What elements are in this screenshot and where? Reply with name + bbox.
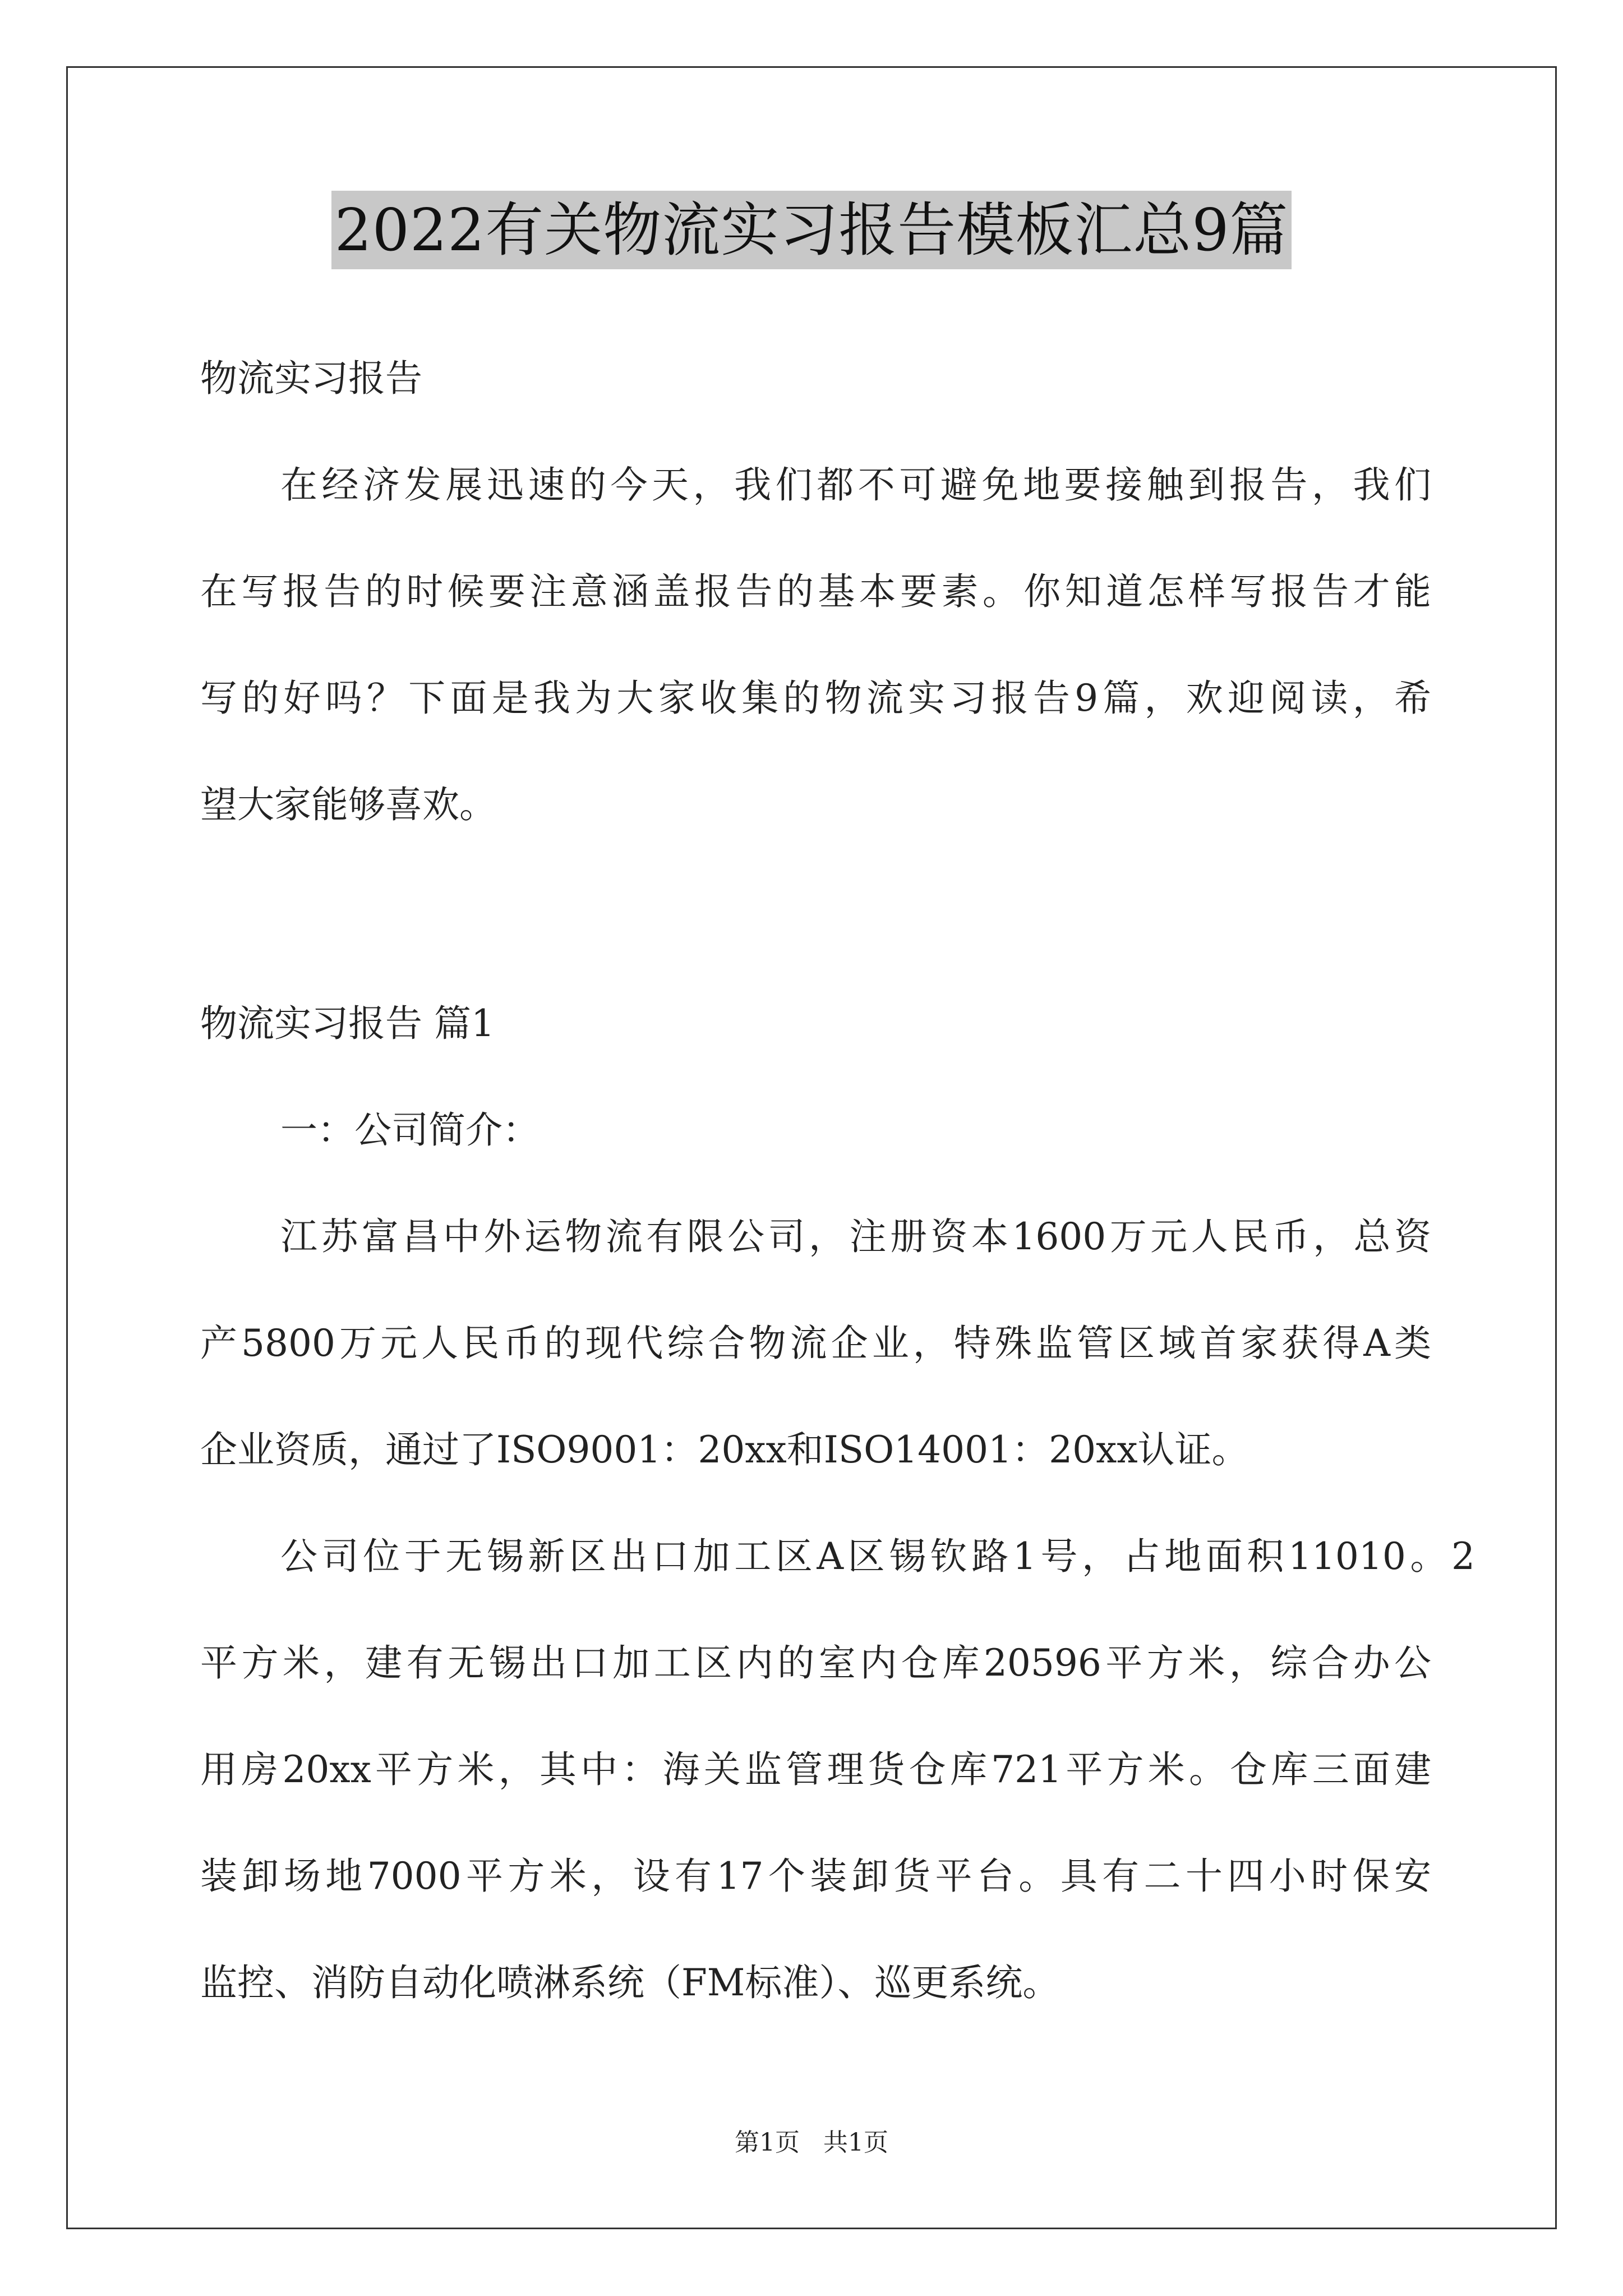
section-heading: 物流实习报告 — [200, 357, 422, 400]
location-paragraph-line: 监控、消防自动化喷淋系统（FM标准）、巡更系统。 — [200, 1961, 1060, 2004]
intro-paragraph-line: 在经济发展迅速的今天，我们都不可避免地要接触到报告，我们 — [280, 463, 1431, 507]
location-paragraph-line: 平方米，建有无锡出口加工区内的室内仓库20596平方米，综合办公 — [200, 1641, 1431, 1685]
location-paragraph-line: 装卸场地7000平方米，设有17个装卸货平台。具有二十四小时保安 — [200, 1855, 1431, 1898]
chapter-heading: 物流实习报告 篇1 — [200, 1002, 495, 1045]
intro-paragraph-line: 写的好吗？下面是我为大家收集的物流实习报告9篇，欢迎阅读，希 — [200, 677, 1431, 720]
intro-paragraph-line: 在写报告的时候要注意涵盖报告的基本要素。你知道怎样写报告才能 — [200, 570, 1431, 613]
subsection-heading: 一：公司简介： — [280, 1108, 540, 1152]
document-title: 2022有关物流实习报告模板汇总9篇 — [331, 191, 1292, 269]
location-paragraph-line: 用房20xx平方米，其中：海关监管理货仓库721平方米。仓库三面建 — [200, 1748, 1431, 1791]
company-paragraph-line: 江苏富昌中外运物流有限公司，注册资本1600万元人民币，总资 — [280, 1215, 1431, 1258]
title-container — [0, 191, 1623, 269]
intro-paragraph-line: 望大家能够喜欢。 — [200, 783, 496, 826]
page-footer: 第1页 共1页 — [735, 2128, 888, 2157]
company-paragraph-line: 企业资质，通过了ISO9001：20xx和ISO14001：20xx认证。 — [200, 1428, 1249, 1471]
company-paragraph-line: 产5800万元人民币的现代综合物流企业，特殊监管区域首家获得A类 — [200, 1322, 1431, 1365]
location-paragraph-line: 公司位于无锡新区出口加工区A区锡钦路1号，占地面积11010。2 — [280, 1535, 1475, 1578]
